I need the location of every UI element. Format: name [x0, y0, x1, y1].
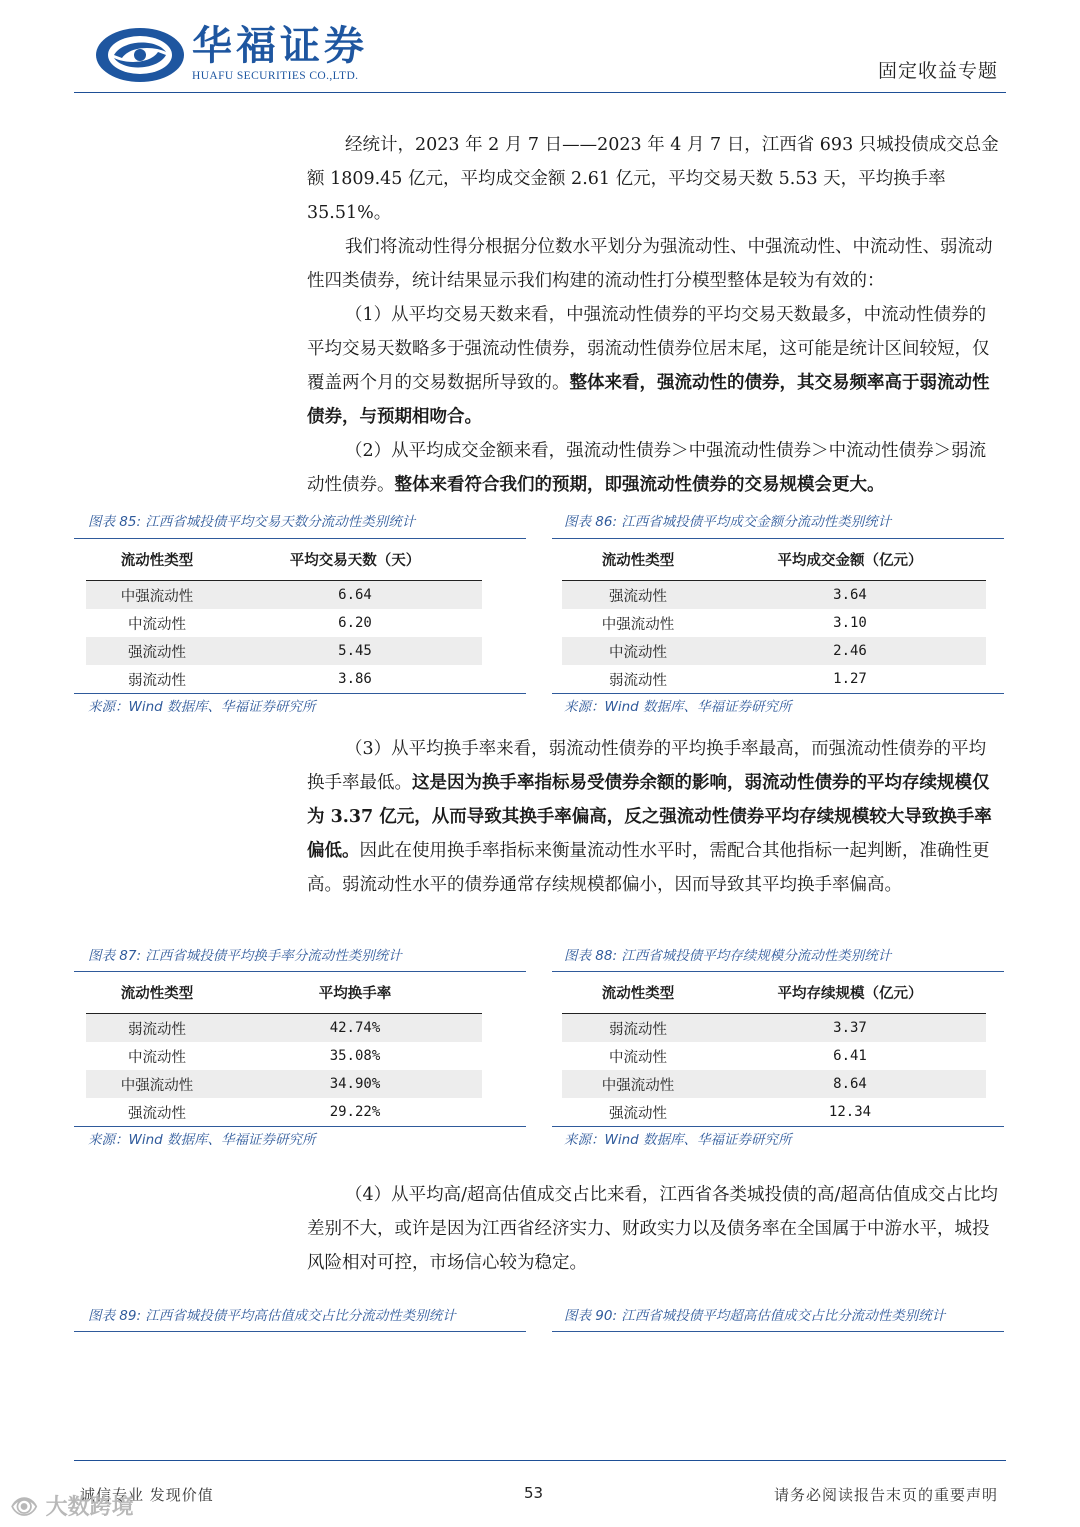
table-row	[86, 1098, 482, 1126]
footer-disclaimer: 请务必阅读报告末页的重要声明	[773, 1486, 998, 1504]
logo-english-name: HUAFU SECURITIES CO.,LTD.	[192, 70, 359, 82]
table-cell: 6.20	[338, 615, 372, 631]
table-header-row	[86, 971, 482, 1014]
paragraph-summary: 经统计，2023 年 2 月 7 日——2023 年 4 月 7 日，江西省 693 只城投债成交总金额 1809.45 亿元，平均成交金额 2.61 亿元，平均交易天数 5.53 天，平均换手率 35.51%。	[307, 135, 999, 223]
table-cell: 6.41	[833, 1048, 867, 1064]
table-cell: 中强流动性	[120, 588, 194, 605]
table-cell: 2.46	[833, 643, 867, 659]
table-85	[86, 538, 482, 693]
table-header-row	[86, 538, 482, 581]
caption-table-86: 图表 86: 江西省城投债平均成交金额分流动性类别统计	[564, 514, 892, 530]
table-row	[562, 1014, 986, 1043]
table-row	[86, 1070, 482, 1098]
table-cell: 6.64	[338, 587, 372, 603]
huafu-logo-icon	[94, 26, 186, 84]
table-cell: 29.22%	[329, 1104, 381, 1120]
table-cell: 弱流动性	[128, 672, 186, 689]
table-header-cell: 流动性类型	[601, 551, 675, 569]
table-cell: 35.08%	[329, 1048, 381, 1064]
table-88	[562, 971, 986, 1126]
paragraph-trading-days: （1）从平均交易天数来看，中强流动性债券的平均交易天数最多，中流动性债券的平均交易天数略多于强流动性债券，弱流动性债券位居末尾，这可能是统计区间较短，仅覆盖两个月的交易数据所导致的。整体来看，强流动性的债券，其交易频率高于弱流动性债券，与预期相吻合。	[307, 305, 990, 427]
paragraph-method: 我们将流动性得分根据分位数水平划分为强流动性、中强流动性、中流动性、弱流动性四类债券，统计结果显示我们构建的流动性打分模型整体是较为有效的：	[307, 237, 993, 291]
table-cell: 42.74%	[329, 1020, 381, 1036]
table-header-cell: 平均存续规模（亿元）	[777, 984, 923, 1002]
table-row	[562, 1070, 986, 1098]
table-cell: 中强流动性	[120, 1077, 194, 1094]
table-header-row	[562, 538, 986, 581]
caption-table-85: 图表 85: 江西省城投债平均交易天数分流动性类别统计	[88, 514, 416, 530]
table-cell: 3.86	[338, 671, 372, 687]
table-bottom-rule	[552, 693, 1004, 694]
table-row	[86, 581, 482, 610]
table-87	[86, 971, 482, 1126]
paragraph-trading-amount: （2）从平均成交金额来看，强流动性债券＞中强流动性债券＞中流动性债券＞弱流动性债券。整体来看符合我们的预期，即强流动性债券的交易规模会更大。	[307, 441, 987, 495]
paragraph-turnover: （3）从平均换手率来看，弱流动性债券的平均换手率最高，而强流动性债券的平均换手率最低。这是因为换手率指标易受债券余额的影响，弱流动性债券的平均存续规模仅为 3.37 亿元，从而导致其换手率偏高，反之强流动性债券平均存续规模较大导致换手率偏低。因此在使用换手率指标来衡量流动性水平时，需配合其他指标一起判断，准确性更高。弱流动性水平的债券通常存续规模都偏小，因而导致其平均换手率偏高。	[307, 739, 992, 895]
caption-table-90: 图表 90: 江西省城投债平均超高估值成交占比分流动性类别统计	[564, 1308, 946, 1324]
table-row	[86, 665, 482, 693]
table-header-cell: 流动性类型	[120, 984, 194, 1002]
table-cell: 中强流动性	[601, 616, 675, 633]
weibo-icon: 👁	[10, 1495, 38, 1520]
table-bottom-rule	[74, 693, 526, 694]
table-cell: 弱流动性	[609, 1021, 667, 1038]
table-cell: 8.64	[833, 1076, 867, 1092]
table-row	[562, 1042, 986, 1070]
table-cell: 弱流动性	[128, 1021, 186, 1038]
table-cell: 3.64	[833, 587, 867, 603]
table-row	[86, 1014, 482, 1043]
table-cell: 强流动性	[609, 588, 667, 605]
table-row	[86, 1042, 482, 1070]
table-row	[562, 637, 986, 665]
logo-chinese-name: 华福证券	[192, 23, 368, 69]
table-cell: 中流动性	[128, 616, 186, 633]
caption-rule	[552, 1331, 1004, 1332]
table-bottom-rule	[74, 1126, 526, 1127]
paragraph-valuation: （4）从平均高/超高估值成交占比来看，江西省各类城投债的高/超高估值成交占比均差别不大，或许是因为江西省经济实力、财政实力以及债务率在全国属于中游水平，城投风险相对可控，市场信心较为稳定。	[307, 1185, 998, 1273]
source-table-87: 来源：Wind 数据库、华福证券研究所	[88, 1132, 316, 1148]
table-cell: 中流动性	[609, 1049, 667, 1066]
table-cell: 强流动性	[128, 644, 186, 661]
table-86	[562, 538, 986, 693]
caption-table-89: 图表 89: 江西省城投债平均高估值成交占比分流动性类别统计	[88, 1308, 456, 1324]
footer-divider	[74, 1460, 1006, 1461]
table-row	[86, 609, 482, 637]
table-header-cell: 平均换手率	[318, 984, 392, 1002]
table-cell: 中流动性	[128, 1049, 186, 1066]
table-cell: 12.34	[828, 1104, 872, 1120]
table-cell: 34.90%	[329, 1076, 381, 1092]
table-cell: 弱流动性	[609, 672, 667, 689]
table-row	[562, 665, 986, 693]
footer-slogan: 诚信专业 发现价值	[80, 1486, 214, 1504]
table-row	[86, 637, 482, 665]
table-cell: 强流动性	[128, 1105, 186, 1122]
table-header-cell: 流动性类型	[601, 984, 675, 1002]
table-cell: 5.45	[338, 643, 372, 659]
watermark	[10, 1490, 134, 1521]
table-cell: 3.10	[833, 615, 867, 631]
source-table-88: 来源：Wind 数据库、华福证券研究所	[564, 1132, 792, 1148]
table-bottom-rule	[552, 1126, 1004, 1127]
table-header-row	[562, 971, 986, 1014]
caption-table-87: 图表 87: 江西省城投债平均换手率分流动性类别统计	[88, 948, 402, 964]
page-number: 53	[524, 1484, 544, 1502]
table-cell: 3.37	[833, 1020, 867, 1036]
watermark-text: 大数跨境	[45, 1495, 134, 1520]
table-row	[562, 609, 986, 637]
caption-table-88: 图表 88: 江西省城投债平均存续规模分流动性类别统计	[564, 948, 892, 964]
caption-rule	[74, 1331, 526, 1332]
source-table-86: 来源：Wind 数据库、华福证券研究所	[564, 699, 792, 715]
header-divider	[74, 92, 1006, 93]
table-row	[562, 1098, 986, 1126]
table-header-cell: 平均成交金额（亿元）	[777, 551, 923, 569]
table-cell: 强流动性	[609, 1105, 667, 1122]
table-row	[562, 581, 986, 610]
section-title: 固定收益专题	[877, 60, 998, 82]
table-cell: 1.27	[833, 671, 867, 687]
source-table-85: 来源：Wind 数据库、华福证券研究所	[88, 699, 316, 715]
table-header-cell: 平均交易天数（天）	[289, 551, 421, 569]
table-header-cell: 流动性类型	[120, 551, 194, 569]
table-cell: 中强流动性	[601, 1077, 675, 1094]
table-cell: 中流动性	[609, 644, 667, 661]
